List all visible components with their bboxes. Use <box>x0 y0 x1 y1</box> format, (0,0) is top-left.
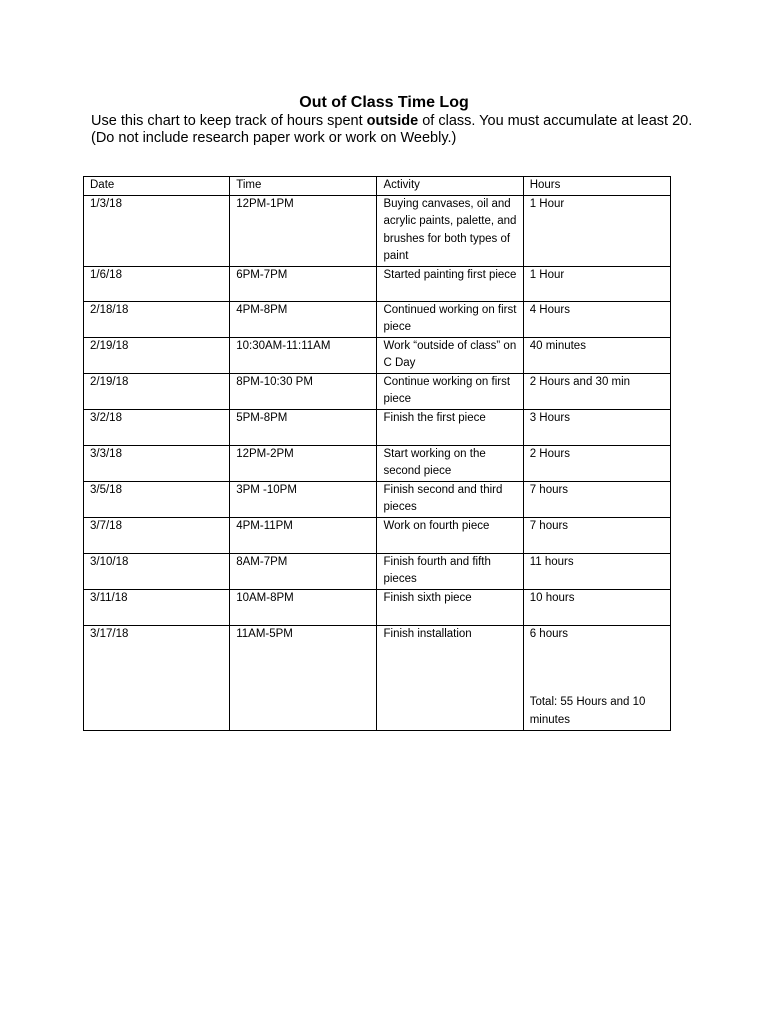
cell-time: 3PM -10PM <box>230 481 377 517</box>
cell-hours <box>523 625 670 730</box>
cell-time: 10AM-8PM <box>230 589 377 625</box>
instructions-line-2: (Do not include research paper work or work on Weebly.) <box>91 130 457 146</box>
header-hours: Hours <box>523 177 670 196</box>
cell-activity: Finish installation <box>377 625 523 730</box>
table-row <box>84 481 671 517</box>
table-row <box>84 301 671 337</box>
header-date: Date <box>84 177 230 196</box>
page-title: Out of Class Time Log <box>299 94 469 111</box>
table-header-row <box>84 177 671 196</box>
cell-activity: Finish sixth piece <box>377 589 523 625</box>
cell-hours: 4 Hours <box>523 301 670 337</box>
cell-date: 3/17/18 <box>84 625 230 730</box>
table-row <box>84 553 671 589</box>
cell-hours-value: 6 hours <box>529 627 569 640</box>
instructions-emphasis: outside <box>366 113 419 129</box>
cell-time: 4PM-8PM <box>230 301 377 337</box>
table-row <box>84 409 671 445</box>
cell-date: 2/19/18 <box>84 373 230 409</box>
table-row <box>84 589 671 625</box>
cell-hours: 11 hours <box>523 553 670 589</box>
cell-time: 8AM-7PM <box>230 553 377 589</box>
cell-hours: 2 Hours <box>523 445 670 481</box>
table-row <box>84 373 671 409</box>
cell-date: 1/6/18 <box>84 266 230 301</box>
cell-hours: 1 Hour <box>523 266 670 301</box>
cell-activity: Buying canvases, oil and acrylic paints, palette, and brushes for both types of paint <box>377 195 523 266</box>
cell-activity: Finish second and third pieces <box>377 481 523 517</box>
table-row <box>84 337 671 373</box>
cell-date: 2/19/18 <box>84 337 230 373</box>
cell-time: 8PM-10:30 PM <box>230 373 377 409</box>
cell-hours: 10 hours <box>523 589 670 625</box>
cell-date: 1/3/18 <box>84 195 230 266</box>
instructions-line-1 <box>91 113 731 130</box>
cell-hours: 7 hours <box>523 517 670 553</box>
total-hours: Total: 55 Hours and 10 minutes <box>529 696 646 726</box>
cell-activity: Finish the first piece <box>377 409 523 445</box>
cell-hours: 7 hours <box>523 481 670 517</box>
time-log-table <box>83 176 671 731</box>
cell-hours: 2 Hours and 30 min <box>523 373 670 409</box>
cell-hours: 3 Hours <box>523 409 670 445</box>
cell-date: 3/5/18 <box>84 481 230 517</box>
instructions-text-end: of class. You must accumulate at least 20. <box>418 113 693 129</box>
cell-hours: 1 Hour <box>523 195 670 266</box>
cell-time: 6PM-7PM <box>230 266 377 301</box>
cell-activity: Work on fourth piece <box>377 517 523 553</box>
cell-date: 3/10/18 <box>84 553 230 589</box>
cell-time: 10:30AM-11:11AM <box>230 337 377 373</box>
header-activity: Activity <box>377 177 523 196</box>
table-row <box>84 195 671 266</box>
instructions <box>91 113 731 147</box>
cell-date: 2/18/18 <box>84 301 230 337</box>
cell-date: 3/11/18 <box>84 589 230 625</box>
cell-activity: Started painting first piece <box>377 266 523 301</box>
cell-time: 12PM-1PM <box>230 195 377 266</box>
table-row <box>84 625 671 730</box>
table-row <box>84 266 671 301</box>
cell-activity: Work “outside of class” on C Day <box>377 337 523 373</box>
table-row <box>84 445 671 481</box>
cell-date: 3/2/18 <box>84 409 230 445</box>
cell-time: 12PM-2PM <box>230 445 377 481</box>
cell-hours: 40 minutes <box>523 337 670 373</box>
cell-activity: Start working on the second piece <box>377 445 523 481</box>
cell-activity: Continue working on first piece <box>377 373 523 409</box>
header-time: Time <box>230 177 377 196</box>
cell-date: 3/3/18 <box>84 445 230 481</box>
table-row <box>84 517 671 553</box>
cell-time: 5PM-8PM <box>230 409 377 445</box>
cell-time: 4PM-11PM <box>230 517 377 553</box>
cell-activity: Finish fourth and fifth pieces <box>377 553 523 589</box>
cell-date: 3/7/18 <box>84 517 230 553</box>
cell-activity: Continued working on first piece <box>377 301 523 337</box>
instructions-text-start: Use this chart to keep track of hours spent <box>91 113 367 129</box>
cell-time: 11AM-5PM <box>230 625 377 730</box>
